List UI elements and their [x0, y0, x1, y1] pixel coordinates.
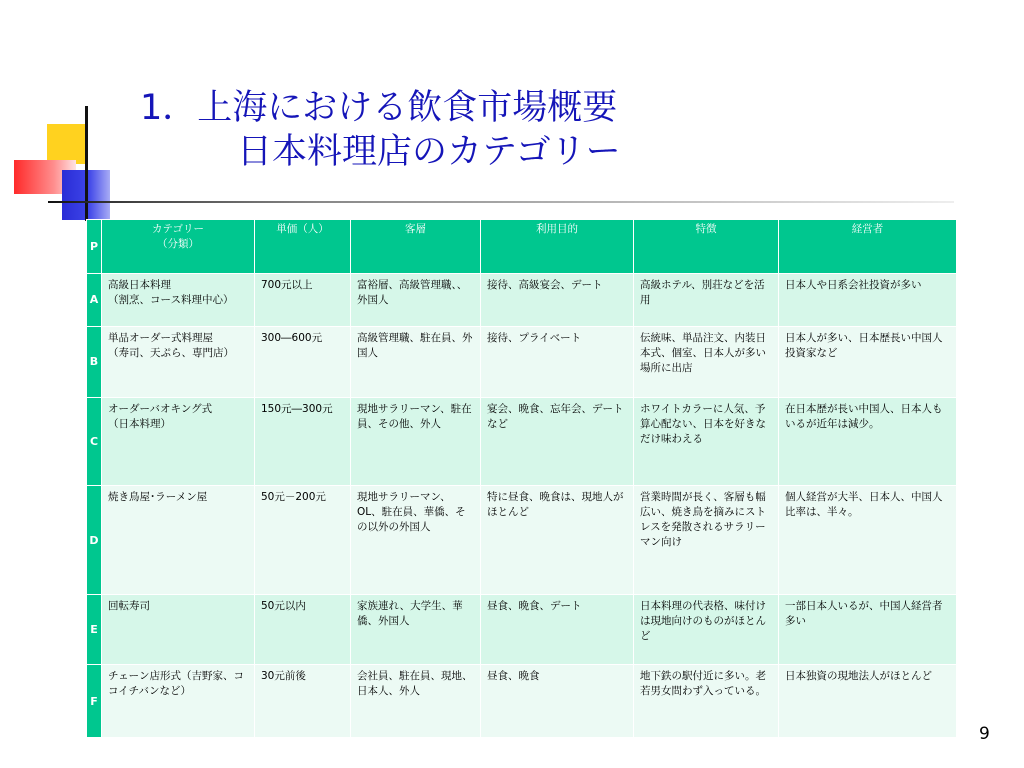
- cell-purpose: 特に昼食、晩食は、現地人がほとんど: [481, 486, 634, 595]
- table-header-row: [87, 220, 957, 274]
- slide-title-line2: 日本料理店のカテゴリー: [237, 132, 621, 172]
- header-category-line2: （分類）: [157, 238, 199, 250]
- cell-letter: A: [87, 274, 102, 327]
- cell-purpose: 昼食、晩食: [481, 665, 634, 738]
- cell-category: 焼き鳥屋･ラーメン屋: [102, 486, 255, 595]
- cell-customers: 現地サラリーマン、OL、駐在員、華僑、その以外の外国人: [351, 486, 481, 595]
- cell-price: 150元―300元: [255, 398, 351, 486]
- cell-price: 700元以上: [255, 274, 351, 327]
- cell-category: 単品オーダー式料理屋 （寿司、天ぷら、専門店）: [102, 326, 255, 398]
- cell-category: 高級日本料理 （割烹、コース料理中心）: [102, 274, 255, 327]
- cell-purpose: 昼食、晩食、デート: [481, 595, 634, 665]
- slide-title: [140, 86, 621, 174]
- table-body: [87, 274, 957, 738]
- slide-title-line1: 1．上海における飲食市場概要: [140, 88, 618, 128]
- cell-customers: 会社員、駐在員、現地、日本人、外人: [351, 665, 481, 738]
- table-row: [87, 665, 957, 738]
- header-letter: P: [87, 220, 102, 274]
- cell-letter: F: [87, 665, 102, 738]
- cell-letter: D: [87, 486, 102, 595]
- table-row: [87, 326, 957, 398]
- cell-price: 300―600元: [255, 326, 351, 398]
- cell-purpose: 宴会、晩食、忘年会、デートなど: [481, 398, 634, 486]
- category-table: [86, 219, 957, 738]
- header-price: 単価（人）: [255, 220, 351, 274]
- cell-operator: 在日本歴が長い中国人、日本人もいるが近年は減少。: [779, 398, 957, 486]
- table-row: [87, 398, 957, 486]
- header-category: [102, 220, 255, 274]
- cell-category: チェーン店形式（吉野家、ココイチバンなど）: [102, 665, 255, 738]
- cell-customers: 高級管理職、駐在員、外国人: [351, 326, 481, 398]
- cell-letter: E: [87, 595, 102, 665]
- cell-category: 回転寿司: [102, 595, 255, 665]
- decor-vertical-line: [85, 106, 88, 221]
- cell-operator: 一部日本人いるが、中国人経営者多い: [779, 595, 957, 665]
- cell-features: 高級ホテル、別荘などを活用: [634, 274, 779, 327]
- cell-letter: B: [87, 326, 102, 398]
- table-row: [87, 274, 957, 327]
- cell-customers: 家族連れ、大学生、華僑、外国人: [351, 595, 481, 665]
- cell-purpose: 接待、高級宴会、デート: [481, 274, 634, 327]
- cell-customers: 現地サラリーマン、駐在員、その他、外人: [351, 398, 481, 486]
- cell-price: 50元以内: [255, 595, 351, 665]
- table-row: [87, 595, 957, 665]
- cell-features: 伝統味、単品注文、内装日本式、個室、日本人が多い場所に出店: [634, 326, 779, 398]
- decor-yellow-square: [47, 124, 87, 164]
- cell-price: 50元－200元: [255, 486, 351, 595]
- cell-operator: 日本人や日系会社投資が多い: [779, 274, 957, 327]
- cell-features: ホワイトカラーに人気、予算心配ない、日本を好きなだけ味わえる: [634, 398, 779, 486]
- header-category-line1: カテゴリー: [151, 223, 205, 235]
- page-number: 9: [979, 724, 990, 744]
- cell-letter: C: [87, 398, 102, 486]
- cell-features: 営業時間が長く、客層も幅広い、焼き鳥を摘みにストレスを発散されるサラリーマン向け: [634, 486, 779, 595]
- header-features: 特徴: [634, 220, 779, 274]
- decor-horizontal-line: [48, 201, 954, 203]
- cell-operator: 個人経営が大半、日本人、中国人比率は、半々。: [779, 486, 957, 595]
- cell-features: 地下鉄の駅付近に多い。老若男女問わず入っている。: [634, 665, 779, 738]
- header-operator: 経営者: [779, 220, 957, 274]
- cell-operator: 日本人が多い、日本歴長い中国人投資家など: [779, 326, 957, 398]
- table-row: [87, 486, 957, 595]
- cell-purpose: 接待、プライベート: [481, 326, 634, 398]
- cell-features: 日本料理の代表格、味付けは現地向けのものがほとんど: [634, 595, 779, 665]
- cell-category: オーダーバオキング式 （日本料理）: [102, 398, 255, 486]
- header-purpose: 利用目的: [481, 220, 634, 274]
- header-customers: 客層: [351, 220, 481, 274]
- cell-customers: 富裕層、高級管理職、、外国人: [351, 274, 481, 327]
- cell-price: 30元前後: [255, 665, 351, 738]
- cell-operator: 日本独資の現地法人がほとんど: [779, 665, 957, 738]
